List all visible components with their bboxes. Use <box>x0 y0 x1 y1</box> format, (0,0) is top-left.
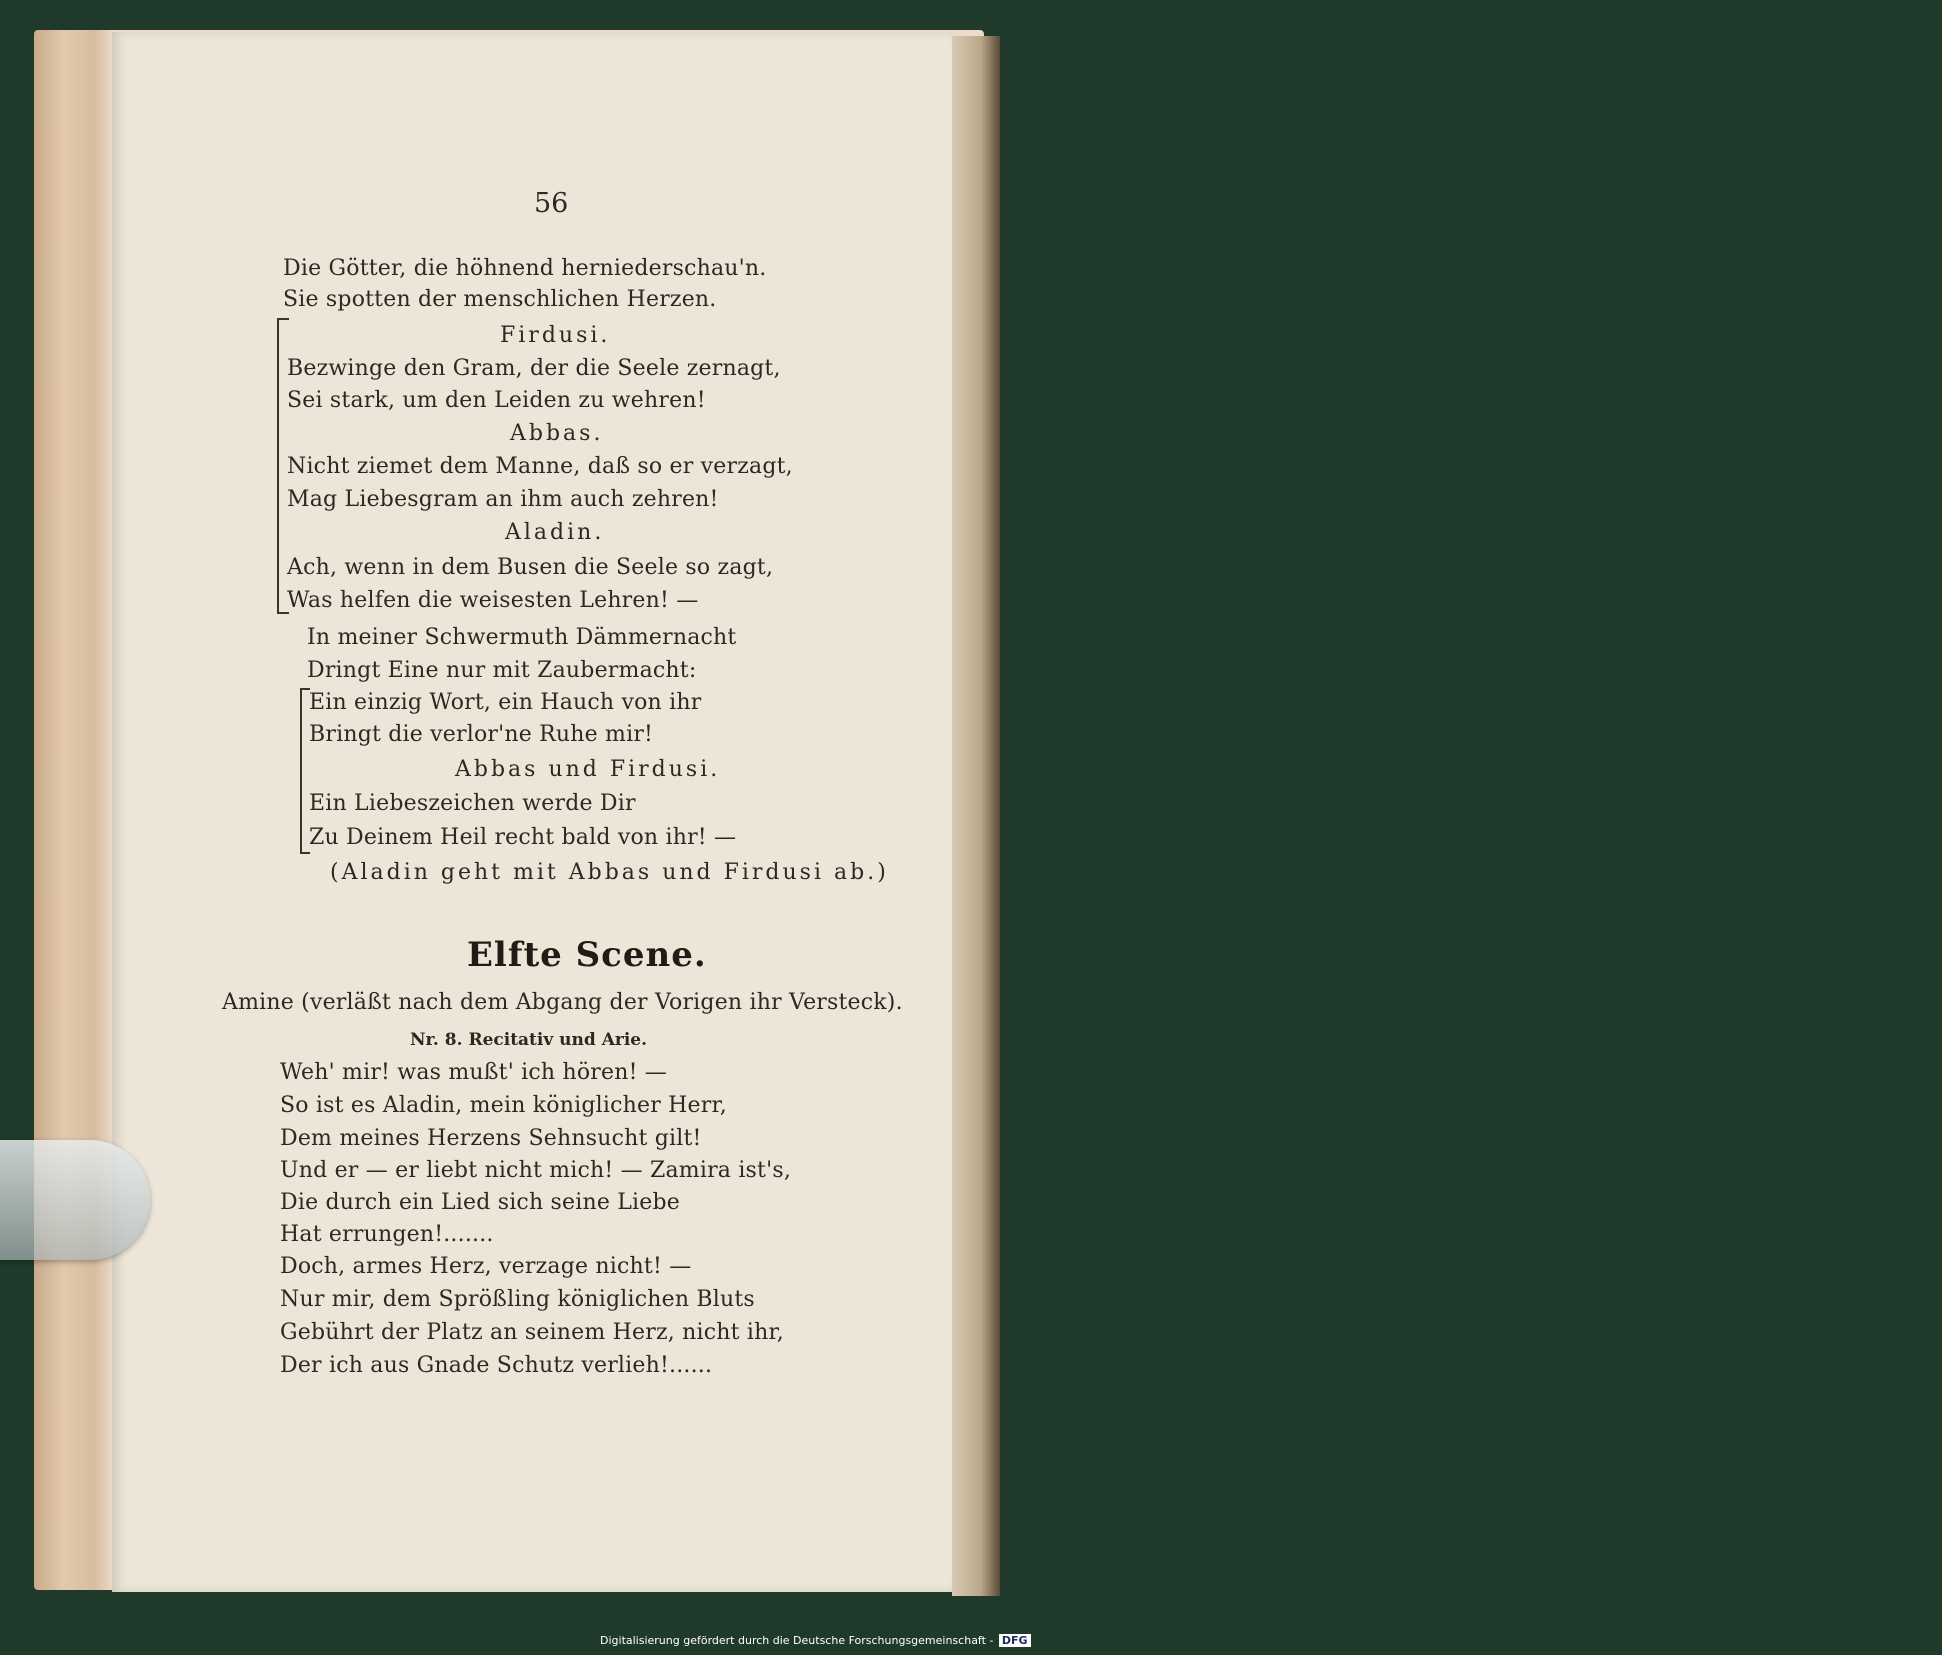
verse-line: Ein einzig Wort, ein Hauch von ihr <box>309 690 702 715</box>
speaker-name: Abbas. <box>510 421 604 446</box>
verse-line: Bezwinge den Gram, der die Seele zernagt, <box>287 356 781 381</box>
verse-line: In meiner Schwermuth Dämmernacht <box>307 625 737 650</box>
recitative-line: Nur mir, dem Sprößling königlichen Bluts <box>280 1287 755 1312</box>
number-heading: Nr. 8. Recitativ und Arie. <box>410 1030 648 1050</box>
facing-page-edge <box>952 36 1000 1596</box>
verse-line: Ach, wenn in dem Busen die Seele so zagt, <box>287 555 774 580</box>
stage-direction: (Aladin geht mit Abbas und Firdusi ab.) <box>330 860 889 885</box>
verse-line: Die Götter, die höhnend herniederschau'n. <box>283 256 767 281</box>
bleed-through-text <box>1742 36 1942 1436</box>
verse-line: Sie spotten der menschlichen Herzen. <box>283 287 717 312</box>
recitative-line: Die durch ein Lied sich seine Liebe <box>280 1190 681 1215</box>
speaker-name: Firdusi. <box>500 323 611 348</box>
recitative-line: Und er — er liebt nicht mich! — Zamira ist's, <box>280 1158 792 1183</box>
recitative-line: Weh' mir! was mußt' ich hören! — <box>280 1060 668 1085</box>
credit-text: Digitalisierung gefördert durch die Deutsche Forschungsgemeinschaft - <box>600 1634 994 1647</box>
recitative-line: Hat errungen!....... <box>280 1222 494 1247</box>
verse-line: Zu Deinem Heil recht bald von ihr! — <box>309 825 737 850</box>
recitative-line: Gebührt der Platz an seinem Herz, nicht ihr, <box>280 1320 784 1345</box>
recitative-line: Doch, armes Herz, verzage nicht! — <box>280 1254 692 1279</box>
verse-line: Bringt die verlor'ne Ruhe mir! <box>309 722 654 747</box>
scene-title: Elfte Scene. <box>467 935 707 975</box>
verse-line: Nicht ziemet dem Manne, daß so er verzagt, <box>287 454 793 479</box>
page-number: 56 <box>534 188 569 219</box>
verse-line: Dringt Eine nur mit Zaubermacht: <box>307 658 697 683</box>
verse-line: Sei stark, um den Leiden zu wehren! <box>287 388 706 413</box>
page-clamp <box>0 1140 150 1260</box>
verse-line: Mag Liebesgram an ihm auch zehren! <box>287 487 719 512</box>
stage-direction: Amine (verläßt nach dem Abgang der Vorigen ihr Versteck). <box>222 990 903 1015</box>
speaker-name: Abbas und Firdusi. <box>455 757 721 782</box>
recitative-line: Dem meines Herzens Sehnsucht gilt! <box>280 1126 702 1151</box>
speaker-name: Aladin. <box>505 520 605 545</box>
digitization-credit <box>600 1634 1031 1647</box>
dfg-logo: DFG <box>999 1634 1031 1647</box>
recitative-line: Der ich aus Gnade Schutz verlieh!...... <box>280 1353 713 1378</box>
verse-line: Was helfen die weisesten Lehren! — <box>287 588 699 613</box>
recitative-line: So ist es Aladin, mein königlicher Herr, <box>280 1093 727 1118</box>
verse-line: Ein Liebeszeichen werde Dir <box>309 791 636 816</box>
